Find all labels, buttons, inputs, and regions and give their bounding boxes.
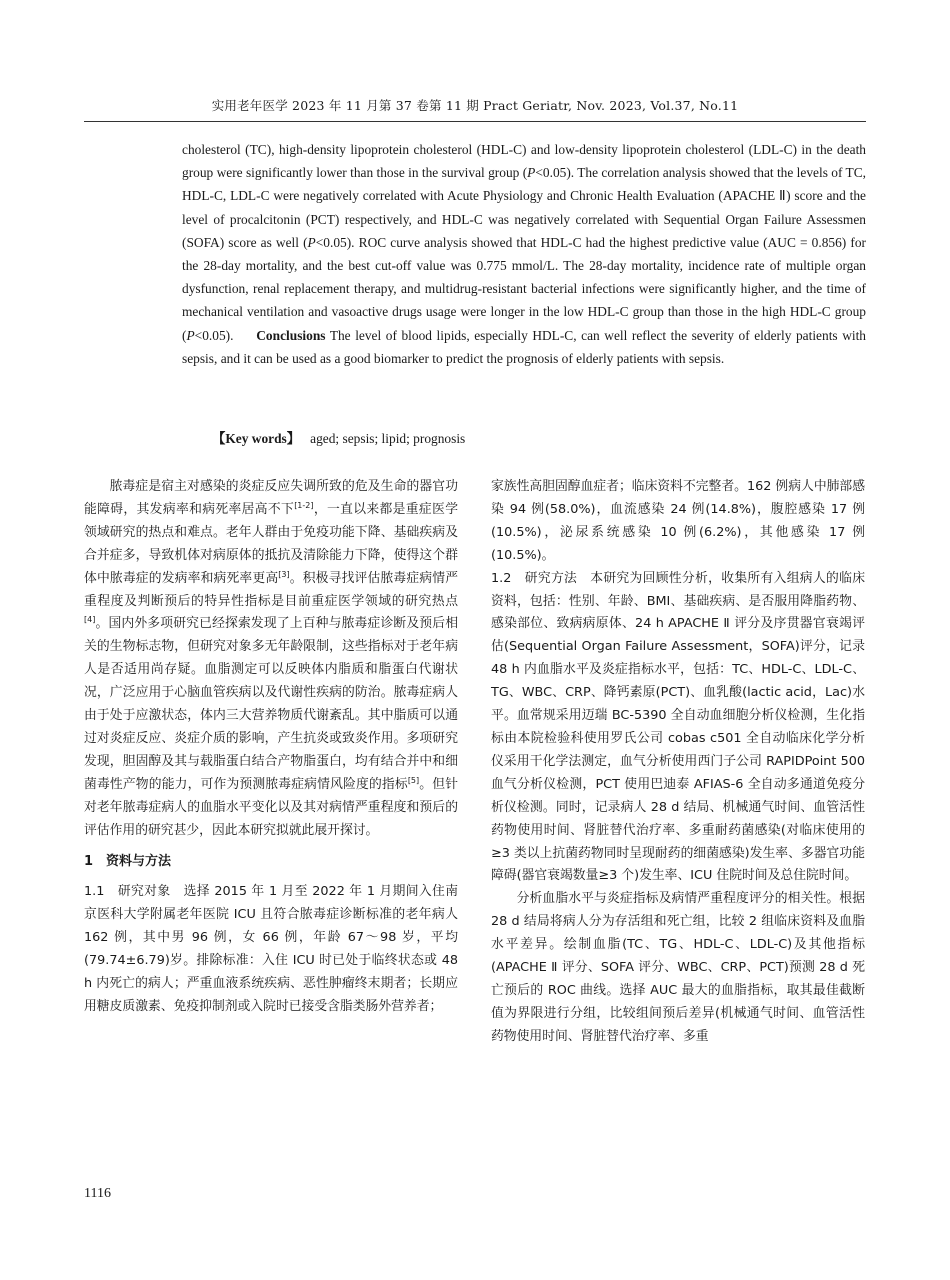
- intro-text-2: ，一直以来都是重症医学领域研究的热点和难点。老年人群由于免疫功能下降、基础疾病及合并症多，导致机体对病原体的抵抗及清除能力下降，使得这个群体中脓毒症的发病率和病死率更高: [84, 501, 459, 586]
- subsection-1-2: 1.2 研究方法 本研究为回顾性分析，收集所有入组病人的临床资料，包括：性别、年龄、BMI、基础疾病、是否服用降脂药物、感染部位、致病病原体、24 h APACHE Ⅱ 评分及序贯器官衰竭评估(Sequential Organ Failure Assessment，SOFA)评分，记录 48 h 内血脂水平及炎症指标水平，包括：TC、HDL-C、LDL-C、TG、WBC、CRP、降钙素原(PCT)、血乳酸(lactic acid，Lac)水平。血常规采用迈瑞 BC-5390 全自动血细胞分析仪检测，生化指标由本院检验科使用罗氏公司 cobas c501 全自动临床化学分析仪采用干化学法测定，血气分析使用西门子公司 RAPIDPoint 500 血气分析仪检测，PCT 使用巴迪泰 AFIAS-6 全自动多通道免疫分析仪检测。同时，记录病人 28 d 结局、机械通气时间、血管活性药物使用时间、肾脏替代治疗率、多重耐药菌感染(对临床使用的≥3 类以上抗菌药物同时呈现耐药的细菌感染)发生率、多器官功能障碍(器官衰竭数量≥3 个)发生率、ICU 住院时间及总住院时间。: [491, 570, 865, 884]
- abstract-text-e: The level of blood lipids, especially HDL-C, can well reflect the severity of elderly patients with sepsis, and it can be used as a good biomarker to predict the prognosis of elderly patients with sepsis.: [182, 327, 866, 366]
- p-value-symbol: P: [307, 234, 316, 250]
- citation: [4]: [84, 615, 96, 625]
- running-header: 实用老年医学 2023 年 11 月第 37 卷第 11 期 Pract Geriatr, Nov. 2023, Vol.37, No.11: [211, 98, 739, 113]
- abstract-text-b: <0.05). The correlation analysis showed that the levels of TC, HDL-C, LDL-C were negatively correlated with Acute Physiology and Chronic Health Evaluation (APACHE Ⅱ) score and the level of procalcitonin (PCT) respectively, and HDL-C was negatively correlated with Sequential Organ Failure Assessmen (SOFA) score as well (: [182, 165, 866, 250]
- abstract-text-a: cholesterol (TC), high-density lipoprotein cholesterol (HDL-C) and low-density lipoprotein cholesterol (LDL-C) in the death group were significantly lower than those in the survival group (: [182, 142, 866, 181]
- analysis-paragraph: 分析血脂水平与炎症指标及病情严重程度评分的相关性。根据 28 d 结局将病人分为存活组和死亡组，比较 2 组临床资料及血脂水平差异。绘制血脂(TC、TG、HDL-C、LDL-C)及其他指标(APACHE Ⅱ 评分、SOFA 评分、WBC、CRP、PCT)预测 28 d 死亡预后的 ROC 曲线。选择 AUC 最大的血脂指标，取其最佳截断值为界限进行分组，比较组间预后差异(机械通气时间、血管活性药物使用时间、肾脏替代治疗率、多重: [491, 891, 865, 1044]
- citation: [1-2]: [294, 500, 314, 510]
- page-number: 1116: [84, 1186, 111, 1201]
- citation: [3]: [278, 569, 290, 579]
- p-value-symbol: P: [527, 165, 536, 181]
- section-heading-methods: 1 资料与方法: [84, 853, 172, 869]
- abstract-text: [182, 138, 866, 370]
- conclusions-label: Conclusions: [256, 327, 326, 343]
- exclusion-continued: 家族性高胆固醇血症者；临床资料不完整者。162 例病人中肺部感染 94 例(58.0%)，血流感染 24 例(14.8%)，腹腔感染 17 例(10.5%)，泌尿系统感染 10 例(6.2%)，其他感染 17 例(10.5%)。: [491, 479, 866, 563]
- abstract-block: [182, 138, 866, 370]
- p-value-symbol: P: [186, 327, 195, 343]
- keywords-text: aged; sepsis; lipid; prognosis: [310, 431, 466, 446]
- subsection-1-1: 1.1 研究对象 选择 2015 年 1 月至 2022 年 1 月期间入住南京医科大学附属老年医院 ICU 且符合脓毒症诊断标准的老年病人 162 例，其中男 96 例，女 66 例，年龄 67～98 岁，平均(79.74±6.79)岁。排除标准：入住 ICU 时已处于临终状态或 48 h 内死亡的病人；严重血液系统疾病、恶性肿瘤终末期者；长期应用糖皮质激素、免疫抑制剂或入院时已接受含脂类肠外营养者；: [84, 884, 458, 1014]
- intro-text-3: 。积极寻找评估脓毒症病情严重程度及判断预后的特异性指标是目前重症医学领域的研究热点: [84, 570, 459, 609]
- left-column: [84, 476, 458, 1019]
- right-column: [491, 476, 865, 1049]
- intro-text-5: 。但针对老年脓毒症病人的血脂水平变化以及其对病情严重程度和预后的评估作用的研究甚少，因此本研究拟就此展开探讨。: [84, 776, 459, 838]
- intro-paragraph: [84, 476, 458, 843]
- abstract-text-c: <0.05). ROC curve analysis showed that HDL-C had the highest predictive value (AUC = 0.856) for the 28-day mortality, and the best cut-off value was 0.775 mmol/L. The 28-day mortality, incidence rate of multiple organ dysfunction, renal replacement therapy, and multidrug-resistant bacterial infections were significantly higher, and the time of mechanical ventilation and vasoactive drugs usage were longer in the low HDL-C group than those in the high HDL-C group (: [182, 234, 866, 343]
- intro-text-4: 。国内外多项研究已经探索发现了上百种与脓毒症诊断及预后相关的生物标志物，但研究对象多无年龄限制，这些指标对于老年病人是否适用尚存疑。血脂测定可以反映体内脂质和脂蛋白代谢状况，广泛应用于心脑血管疾病以及代谢性疾病的防治。脓毒症病人由于处于应激状态，体内三大营养物质代谢紊乱。其中脂质可以通过对炎症反应、炎症介质的影响，产生抗炎或致炎作用。多项研究发现，胆固醇及其与载脂蛋白结合产物脂蛋白，均有结合并中和细菌毒性产物的能力，可作为预测脓毒症病情风险度的指标: [84, 616, 458, 792]
- citation: [5]: [407, 775, 420, 785]
- keywords-line: [212, 428, 866, 450]
- intro-text-1: 脓毒症是宿主对感染的炎症反应失调所致的危及生命的器官功能障碍，其发病率和病死率居高不下: [84, 479, 458, 517]
- abstract-text-d: <0.05).: [194, 327, 234, 343]
- keywords-label: 【Key words】: [212, 431, 301, 446]
- header-divider: [84, 121, 866, 122]
